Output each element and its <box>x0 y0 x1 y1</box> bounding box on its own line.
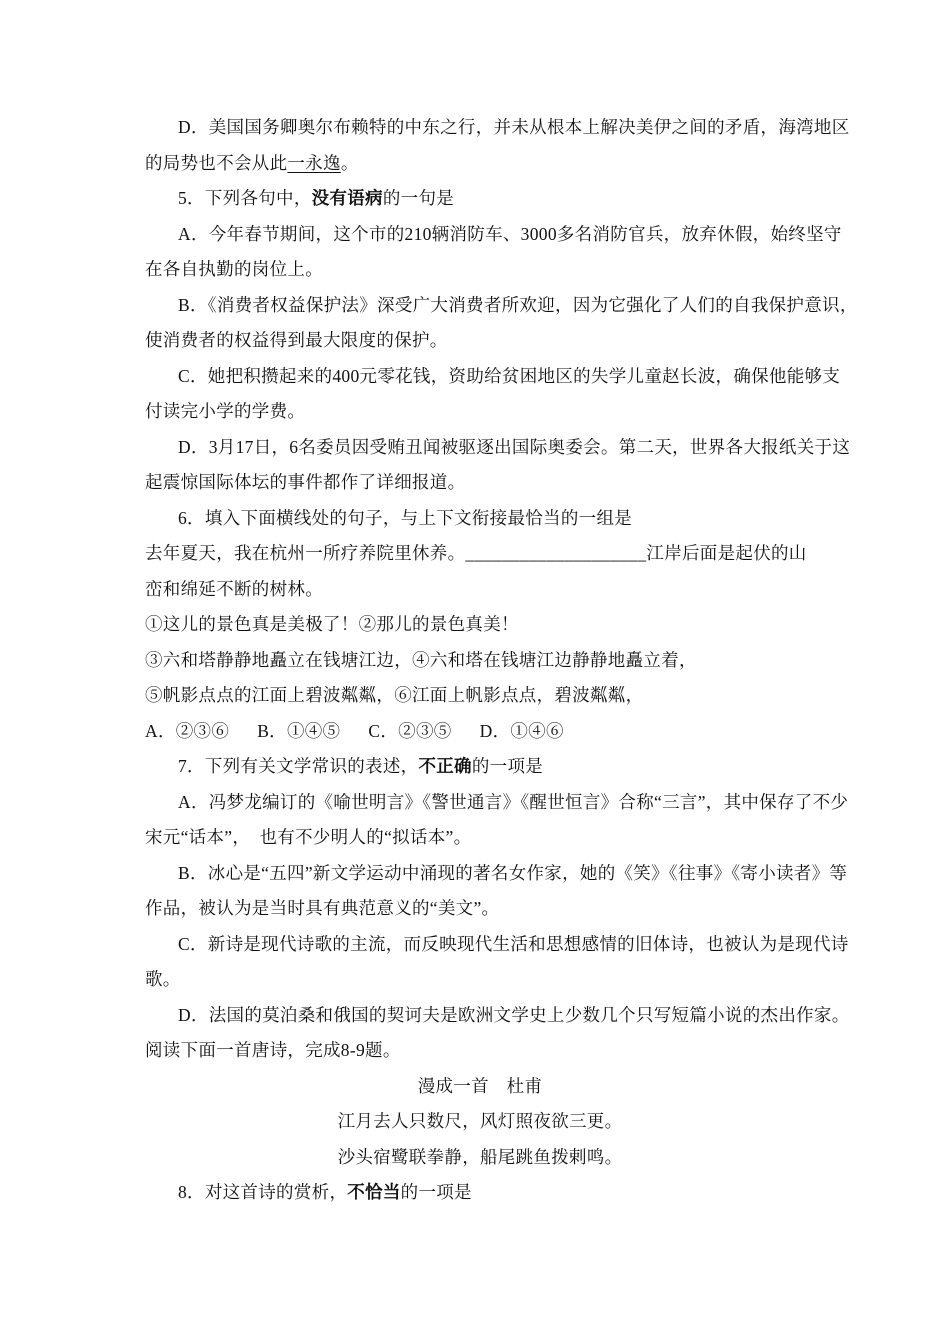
text-line <box>145 856 848 892</box>
text-line <box>145 891 815 927</box>
document-text-block <box>145 110 858 1211</box>
text-line <box>145 394 815 430</box>
text-segment: 的一项是 <box>471 756 544 776</box>
text-segment: 的一项是 <box>400 1182 472 1202</box>
text-line <box>145 678 815 714</box>
text-segment: 宋元“话本”， 也有不少明人的“拟话本”。 <box>145 827 472 847</box>
text-segment: 5．下列各句中， <box>178 188 312 208</box>
text-line <box>145 607 815 643</box>
text-line <box>145 110 850 146</box>
text-segment: A．②③⑥ B．①④⑤ C．②③⑤ D．①④⑥ <box>145 720 564 741</box>
text-line <box>145 146 815 182</box>
text-line <box>145 181 815 217</box>
text-line <box>145 1033 815 1069</box>
text-line <box>145 252 815 288</box>
text-segment: D．3月17日，6名委员因受贿丑闻被驱逐出国际奥委会。第二天，世界各大报纸关于这 <box>178 436 851 457</box>
text-segment: 6．填入下面横线处的句子，与上下文衔接最恰当的一组是 <box>178 507 633 528</box>
text-segment: 阅读下面一首唐诗，完成8-9题。 <box>145 1040 401 1060</box>
text-segment: 的局势也不会从此 <box>145 152 288 173</box>
emphasis-text: 不正确 <box>418 756 472 776</box>
text-segment: 付读完小学的学费。 <box>145 401 306 421</box>
text-segment: 江月去人只数尺，风灯照夜欲三更。 <box>337 1111 623 1131</box>
text-line <box>145 359 841 395</box>
text-segment: 歌。 <box>145 969 181 989</box>
text-segment: 7．下列有关文学常识的表述， <box>178 756 419 776</box>
text-line <box>145 501 815 537</box>
text-segment: 漫成一首 杜甫 <box>417 1075 543 1096</box>
text-line <box>145 323 815 359</box>
text-segment: 峦和绵延不断的树林。 <box>145 578 323 599</box>
text-line <box>145 465 815 501</box>
text-line <box>145 430 851 466</box>
text-segment: 在各自执勤的岗位上。 <box>145 259 323 279</box>
text-line <box>145 572 815 608</box>
text-line <box>145 1069 815 1105</box>
text-line <box>145 217 842 253</box>
text-line <box>145 785 849 821</box>
text-segment: ①这儿的景色真是美极了！②那儿的景色真美！ <box>145 614 519 634</box>
text-segment: 。 <box>340 152 359 173</box>
text-segment: 的一句是 <box>382 188 455 208</box>
text-line <box>145 288 858 324</box>
emphasis-text: 不恰当 <box>347 1182 401 1202</box>
text-line <box>145 1140 815 1176</box>
text-segment: ③六和塔静静地矗立在钱塘江边，④六和塔在钱塘江边静静地矗立着， <box>145 649 697 670</box>
text-segment: 使消费者的权益得到最大限度的保护。 <box>145 330 448 350</box>
text-line <box>145 536 815 572</box>
text-segment: D．美国国务卿奥尔布赖特的中东之行，并未从根本上解决美伊之间的矛盾，海湾地区 <box>178 117 850 137</box>
text-segment: 作品，被认为是当时具有典范意义的“美文”。 <box>145 898 500 918</box>
text-segment: 沙头宿鹭联拳静，船尾跳鱼拨剌鸣。 <box>337 1146 623 1167</box>
text-segment: A．冯梦龙编订的《喻世明言》《警世通言》《醒世恒言》合称“三言”，其中保存了不少 <box>178 791 849 812</box>
text-segment: C．新诗是现代诗歌的主流，而反映现代生活和思想感情的旧体诗，也被认为是现代诗 <box>178 933 849 954</box>
text-segment: B．冰心是“五四”新文学运动中涌现的著名女作家，她的《笑》《往事》《寄小读者》等 <box>178 862 848 883</box>
text-segment: 起震惊国际体坛的事件都作了详细报道。 <box>145 472 466 492</box>
text-line <box>145 1104 815 1140</box>
text-segment: D．法国的莫泊桑和俄国的契诃夫是欧洲文学史上少数几个只写短篇小说的杰出作家。 <box>178 1004 850 1025</box>
text-line <box>145 1175 815 1211</box>
text-line <box>145 927 849 963</box>
text-segment: C．她把积攒起来的400元零花钱，资助给贫困地区的失学儿童赵长波，确保他能够支 <box>178 365 841 386</box>
text-line <box>145 998 850 1034</box>
underlined-text: 一永逸 <box>287 152 341 173</box>
text-line <box>145 820 815 856</box>
text-segment: A．今年春节期间，这个市的210辆消防车、3000多名消防官兵，放弃休假，始终坚守 <box>178 223 842 244</box>
text-line <box>145 962 815 998</box>
text-line <box>145 714 815 750</box>
text-segment: 去年夏天，我在杭州一所疗养院里休养。____________________江岸后面是起伏的山 <box>145 543 807 563</box>
text-line <box>145 749 815 785</box>
emphasis-text: 没有语病 <box>311 188 383 208</box>
text-line <box>145 643 815 679</box>
text-segment: 8．对这首诗的赏析， <box>178 1182 348 1202</box>
text-segment: ⑤帆影点点的江面上碧波粼粼，⑥江面上帆影点点，碧波粼粼， <box>145 685 644 705</box>
text-segment: B．《消费者权益保护法》深受广大消费者所欢迎，因为它强化了人们的自我保护意识， <box>178 294 858 315</box>
